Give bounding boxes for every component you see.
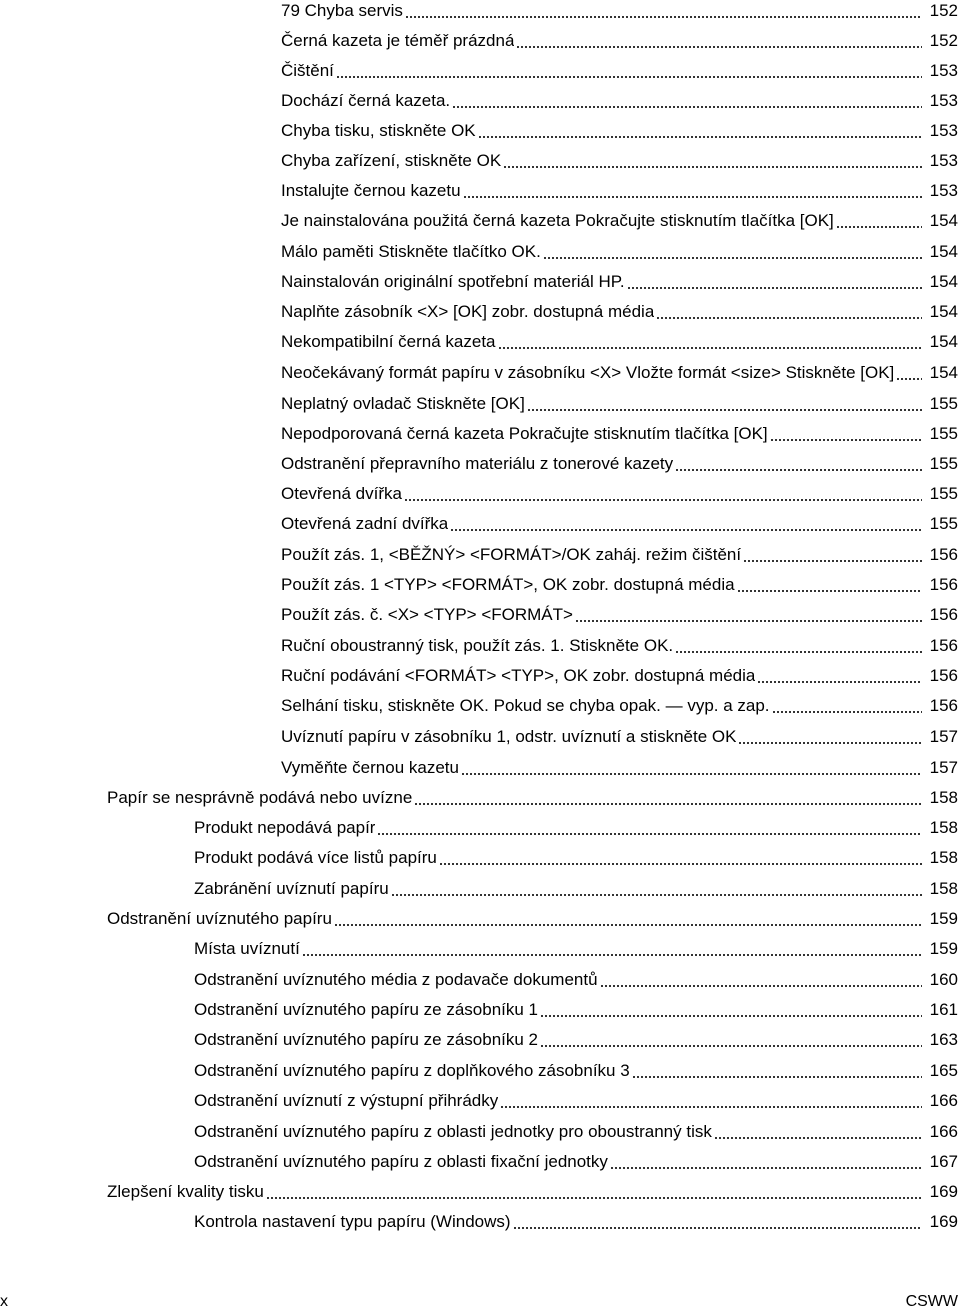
toc-dot-leader xyxy=(627,267,922,297)
toc-entry-page: 159 xyxy=(929,939,958,958)
toc-entry[interactable] xyxy=(281,600,960,630)
toc-entry-page: 155 xyxy=(929,514,958,533)
toc-entry-title: Čištění xyxy=(281,61,334,80)
toc-entry[interactable] xyxy=(194,874,960,904)
toc-entry-page: 155 xyxy=(929,394,958,413)
toc-entry-title: Místa uvíznutí xyxy=(194,939,300,958)
toc-entry-page: 154 xyxy=(929,242,958,261)
toc-entry-page: 163 xyxy=(929,1030,958,1049)
toc-dot-leader xyxy=(498,327,922,357)
toc-entry[interactable] xyxy=(281,116,960,146)
toc-entry-page: 156 xyxy=(929,605,958,624)
toc-entry-page: 152 xyxy=(929,31,958,50)
toc-entry[interactable] xyxy=(281,146,960,176)
toc-dot-leader xyxy=(632,1056,922,1086)
toc-entry-page: 153 xyxy=(929,151,958,170)
toc-entry-title: Použít zás. 1, <BĚŽNÝ> <FORMÁT>/OK zaháj. režim čištění xyxy=(281,545,742,564)
toc-entry[interactable] xyxy=(281,267,960,297)
toc-dot-leader xyxy=(404,479,922,509)
toc-entry-title: Chyba tisku, stiskněte OK xyxy=(281,121,476,140)
toc-entry[interactable] xyxy=(281,570,960,600)
toc-dot-leader xyxy=(772,691,922,721)
toc-entry-title: Odstranění uvíznutého papíru z doplňkového zásobníku 3 xyxy=(194,1061,630,1080)
toc-entry-page: 159 xyxy=(929,909,958,928)
toc-dot-leader xyxy=(266,1177,922,1207)
toc-entry-title: Produkt nepodává papír xyxy=(194,818,376,837)
toc-entry[interactable] xyxy=(194,934,960,964)
toc-entry[interactable] xyxy=(281,419,960,449)
toc-entry-page: 153 xyxy=(929,181,958,200)
toc-entry-page: 158 xyxy=(929,818,958,837)
toc-entry-page: 156 xyxy=(929,666,958,685)
toc-entry-title: Černá kazeta je téměř prázdná xyxy=(281,31,515,50)
toc-dot-leader xyxy=(405,0,922,26)
toc-entry[interactable] xyxy=(281,237,960,267)
toc-entry-page: 166 xyxy=(929,1091,958,1110)
toc-dot-leader xyxy=(714,1117,922,1147)
toc-entry-page: 156 xyxy=(929,545,958,564)
toc-entry-page: 158 xyxy=(929,788,958,807)
toc-dot-leader xyxy=(439,843,922,873)
toc-entry-page: 158 xyxy=(929,848,958,867)
toc-entry-page: 153 xyxy=(929,61,958,80)
toc-entry-title: Použít zás. 1 <TYP> <FORMÁT>, OK zobr. dostupná média xyxy=(281,575,735,594)
toc-entry-title: Ruční oboustranný tisk, použít zás. 1. Stiskněte OK. xyxy=(281,636,674,655)
toc-entry-title: 79 Chyba servis xyxy=(281,1,403,20)
toc-entry-title: Otevřená zadní dvířka xyxy=(281,514,449,533)
toc-dot-leader xyxy=(391,874,922,904)
toc-entry[interactable] xyxy=(281,327,960,357)
toc-entry-title: Neplatný ovladač Stiskněte [OK] xyxy=(281,394,525,413)
toc-entry[interactable] xyxy=(281,449,960,479)
toc-entry[interactable] xyxy=(194,1147,960,1177)
footer-edition: CSWW xyxy=(905,1293,958,1310)
toc-entry-title: Odstranění uvíznutého papíru xyxy=(107,909,332,928)
toc-dot-leader xyxy=(737,570,922,600)
toc-entry-title: Instalujte černou kazetu xyxy=(281,181,461,200)
toc-entry-title: Odstranění uvíznutého papíru z oblasti jednotky pro oboustranný tisk xyxy=(194,1122,712,1141)
toc-entry-page: 161 xyxy=(929,1000,958,1019)
toc-dot-leader xyxy=(500,1086,922,1116)
toc-dot-leader xyxy=(610,1147,922,1177)
toc-entry[interactable] xyxy=(194,1025,960,1055)
toc-entry-title: Naplňte zásobník <X> [OK] zobr. dostupná média xyxy=(281,302,655,321)
toc-entry-page: 155 xyxy=(929,484,958,503)
toc-entry[interactable] xyxy=(281,753,960,783)
toc-entry[interactable] xyxy=(194,843,960,873)
toc-dot-leader xyxy=(461,753,922,783)
toc-entry-title: Vyměňte černou kazetu xyxy=(281,758,459,777)
toc-entry-title: Nainstalován originální spotřební materiál HP. xyxy=(281,272,625,291)
toc-entry-title: Nekompatibilní černá kazeta xyxy=(281,332,496,351)
toc-dot-leader xyxy=(377,813,922,843)
toc-dot-leader xyxy=(452,86,922,116)
toc-dot-leader xyxy=(513,1207,922,1237)
toc-entry-title: Uvíznutí papíru v zásobníku 1, odstr. uvíznutí a stiskněte OK xyxy=(281,727,737,746)
toc-entry[interactable] xyxy=(194,995,960,1025)
toc-entry[interactable] xyxy=(281,206,960,236)
toc-entry-title: Odstranění uvíznutého média z podavače dokumentů xyxy=(194,970,598,989)
toc-entry[interactable] xyxy=(281,631,960,661)
toc-entry-page: 153 xyxy=(929,121,958,140)
toc-entry-page: 156 xyxy=(929,696,958,715)
toc-entry[interactable] xyxy=(194,1117,960,1147)
toc-entry[interactable] xyxy=(107,1177,960,1207)
toc-entry-page: 153 xyxy=(929,91,958,110)
toc-entry-title: Ruční podávání <FORMÁT> <TYP>, OK zobr. dostupná média xyxy=(281,666,756,685)
toc-dot-leader xyxy=(516,26,922,56)
toc-entry-page: 156 xyxy=(929,575,958,594)
toc-entry[interactable] xyxy=(194,1207,960,1237)
toc-entry-title: Otevřená dvířka xyxy=(281,484,402,503)
toc-entry-title: Odstranění uvíznutého papíru ze zásobníku 2 xyxy=(194,1030,539,1049)
toc-entry-title: Použít zás. č. <X> <TYP> <FORMÁT> xyxy=(281,605,573,624)
toc-entry-title: Neočekávaný formát papíru v zásobníku <X> Vložte formát <size> Stiskněte [OK] xyxy=(281,363,895,382)
toc-entry[interactable] xyxy=(281,389,960,419)
toc-entry-title: Chyba zařízení, stiskněte OK xyxy=(281,151,502,170)
toc-entry-title: Odstranění uvíznutého papíru ze zásobníku 1 xyxy=(194,1000,539,1019)
toc-entry-title: Zlepšení kvality tisku xyxy=(107,1182,264,1201)
toc-entry-title: Dochází černá kazeta. xyxy=(281,91,451,110)
toc-entry-page: 158 xyxy=(929,879,958,898)
toc-entry-title: Kontrola nastavení typu papíru (Windows) xyxy=(194,1212,511,1231)
toc-dot-leader xyxy=(770,419,922,449)
toc-entry-title: Selhání tisku, stiskněte OK. Pokud se chyba opak. — vyp. a zap. xyxy=(281,696,770,715)
toc-entry[interactable] xyxy=(281,540,960,570)
toc-entry[interactable] xyxy=(281,479,960,509)
toc-dot-leader xyxy=(540,1025,922,1055)
toc-dot-leader xyxy=(896,358,922,388)
toc-entry-page: 160 xyxy=(929,970,958,989)
toc-dot-leader xyxy=(757,661,922,691)
toc-dot-leader xyxy=(600,965,922,995)
toc-entry-page: 154 xyxy=(929,302,958,321)
toc-entry-page: 156 xyxy=(929,636,958,655)
toc-entry-title: Odstranění uvíznutí z výstupní přihrádky xyxy=(194,1091,499,1110)
toc-entry-title: Málo paměti Stiskněte tlačítko OK. xyxy=(281,242,541,261)
toc-entry-page: 152 xyxy=(929,1,958,20)
toc-entry[interactable] xyxy=(194,1056,960,1086)
toc-entry-page: 154 xyxy=(929,332,958,351)
toc-dot-leader xyxy=(302,934,922,964)
toc-entry-title: Odstranění přepravního materiálu z tonerové kazety xyxy=(281,454,674,473)
toc-dot-leader xyxy=(738,722,922,752)
toc-dot-leader xyxy=(675,449,922,479)
toc-entry-page: 155 xyxy=(929,424,958,443)
toc-dot-leader xyxy=(656,297,922,327)
toc-dot-leader xyxy=(334,904,922,934)
toc-dot-leader xyxy=(336,56,922,86)
toc-entry-title: Produkt podává více listů papíru xyxy=(194,848,437,867)
toc-entry-page: 166 xyxy=(929,1122,958,1141)
toc-entry[interactable] xyxy=(281,176,960,206)
toc-dot-leader xyxy=(836,206,922,236)
toc-entry[interactable] xyxy=(107,783,960,813)
toc-entry-page: 155 xyxy=(929,454,958,473)
toc-dot-leader xyxy=(543,237,922,267)
toc-entry[interactable] xyxy=(107,904,960,934)
toc-entry-title: Papír se nesprávně podává nebo uvízne xyxy=(107,788,413,807)
toc-entry-page: 157 xyxy=(929,727,958,746)
toc-entry[interactable] xyxy=(281,722,960,752)
toc-entry[interactable] xyxy=(281,56,960,86)
toc-entry-page: 157 xyxy=(929,758,958,777)
toc-entry-page: 154 xyxy=(929,211,958,230)
toc-entry-page: 154 xyxy=(929,272,958,291)
toc-entry[interactable] xyxy=(194,1086,960,1116)
toc-dot-leader xyxy=(527,389,922,419)
toc-entry-title: Nepodporovaná černá kazeta Pokračujte stisknutím tlačítka [OK] xyxy=(281,424,768,443)
toc-entry-page: 167 xyxy=(929,1152,958,1171)
toc-dot-leader xyxy=(743,540,922,570)
toc-entry[interactable] xyxy=(281,358,960,388)
toc-entry[interactable] xyxy=(281,297,960,327)
toc-entry-page: 169 xyxy=(929,1182,958,1201)
toc-entry-title: Odstranění uvíznutého papíru z oblasti fixační jednotky xyxy=(194,1152,608,1171)
toc-entry[interactable] xyxy=(281,26,960,56)
toc-entry-page: 154 xyxy=(929,363,958,382)
toc-entry-page: 169 xyxy=(929,1212,958,1231)
toc-dot-leader xyxy=(478,116,922,146)
toc-dot-leader xyxy=(675,631,922,661)
toc-entry-title: Zabránění uvíznutí papíru xyxy=(194,879,389,898)
toc-dot-leader xyxy=(575,600,922,630)
toc-entry[interactable] xyxy=(281,691,960,721)
toc-entry[interactable] xyxy=(281,0,960,26)
footer-page-number: x xyxy=(0,1293,8,1310)
toc-dot-leader xyxy=(503,146,922,176)
toc-entry[interactable] xyxy=(281,661,960,691)
toc-dot-leader xyxy=(414,783,922,813)
toc-dot-leader xyxy=(463,176,922,206)
toc-entry[interactable] xyxy=(281,86,960,116)
toc-entry[interactable] xyxy=(194,813,960,843)
toc-entry-title: Je nainstalována použitá černá kazeta Pokračujte stisknutím tlačítka [OK] xyxy=(281,211,834,230)
toc-entry[interactable] xyxy=(281,509,960,539)
toc-entry[interactable] xyxy=(194,965,960,995)
toc-dot-leader xyxy=(450,509,922,539)
toc-entry-page: 165 xyxy=(929,1061,958,1080)
toc-dot-leader xyxy=(540,995,922,1025)
